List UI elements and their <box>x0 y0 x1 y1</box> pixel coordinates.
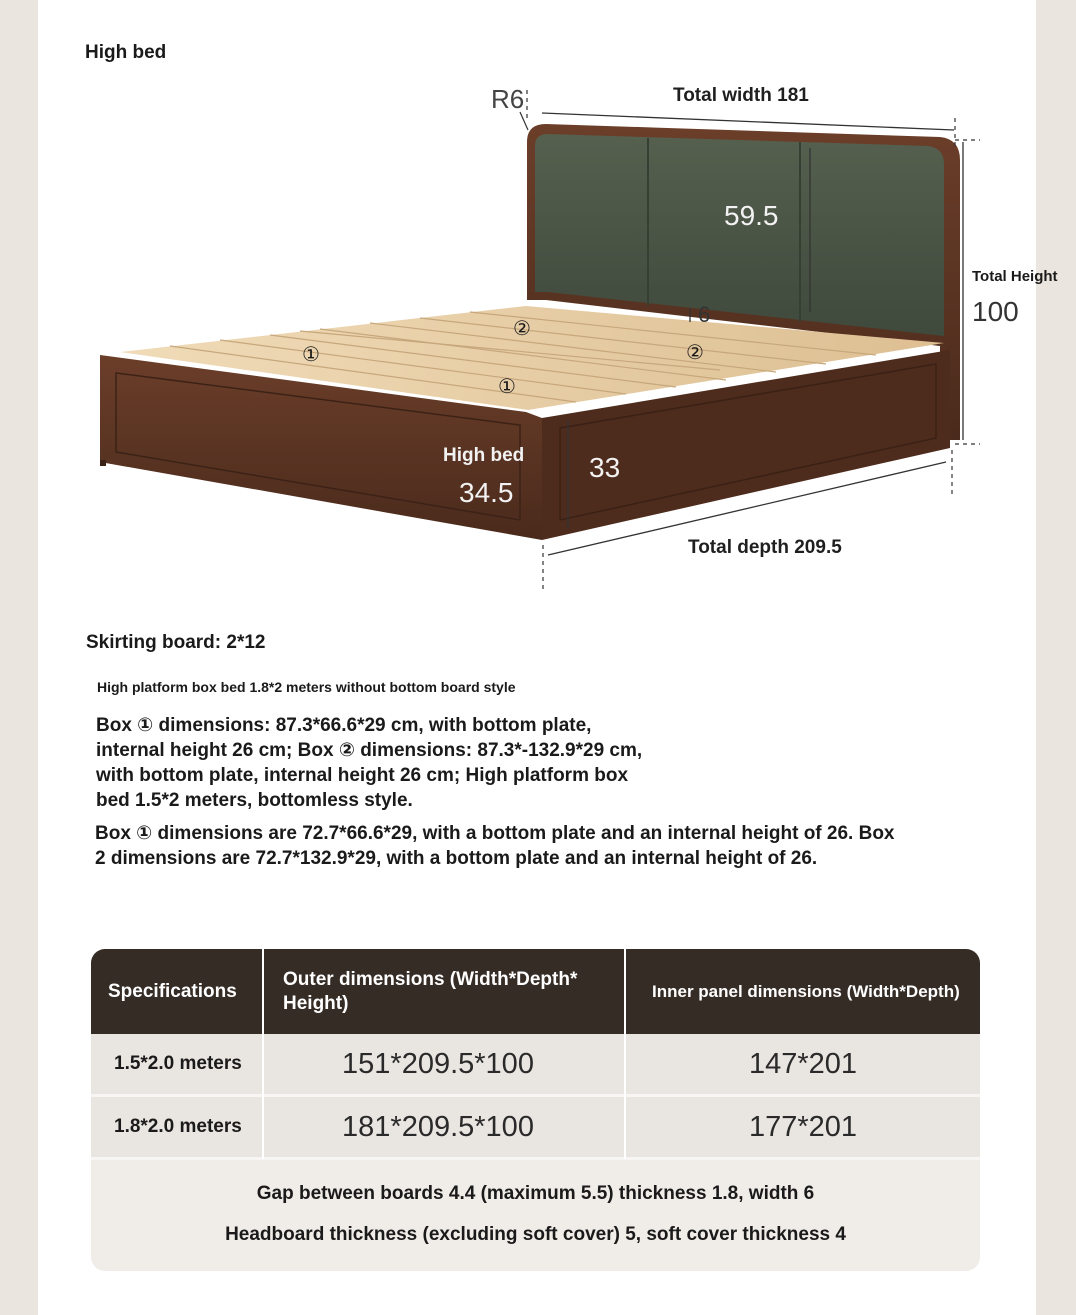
total-width-label: Total width 181 <box>673 85 809 106</box>
spec-table <box>91 949 980 1271</box>
frame-height-label: 33 <box>589 452 621 483</box>
column-divider <box>624 949 626 1159</box>
total-depth-label: Total depth 209.5 <box>688 537 842 558</box>
row-inner: 177*201 <box>748 1110 858 1143</box>
row-spec: 1.5*2.0 meters <box>114 1053 242 1074</box>
high-bed-label: High bed <box>443 445 525 466</box>
box-label-3: ② <box>686 342 704 364</box>
header-inner-dimensions: Inner panel dimensions (Width*Depth) <box>652 981 960 1001</box>
header-outer-dimensions: Outer dimensions (Width*Depth* Height) <box>283 968 578 1014</box>
table-row <box>91 1097 980 1157</box>
total-height-value: 100 <box>972 296 1019 327</box>
headboard-thickness-note: Headboard thickness (excluding soft cover) 5, soft cover thickness 4 <box>225 1224 846 1245</box>
column-divider <box>262 949 264 1159</box>
gap-label: 6 <box>698 302 711 327</box>
box-dimensions-paragraph-2: Box ① dimensions are 72.7*66.6*29, with a bottom plate and an internal height of 26. Box 2 dimensions are 72.7*132.9*29, with a bottom plate and an internal height of 26. <box>95 823 895 869</box>
high-bed-value: 34.5 <box>459 477 514 508</box>
row-outer: 181*209.5*100 <box>342 1110 534 1143</box>
table-header <box>91 949 980 1034</box>
radius-label: R6 <box>491 84 525 114</box>
box-label-1: ① <box>302 344 320 366</box>
box-label-2: ② <box>513 318 531 340</box>
row-outer: 151*209.5*100 <box>342 1047 534 1080</box>
total-height-label: Total Height <box>972 268 1058 285</box>
row-divider <box>91 1157 980 1160</box>
box-dimensions-paragraph-1: Box ① dimensions: 87.3*66.6*29 cm, with bottom plate, internal height 26 cm; Box ② dimensions: 87.3*-132.9*29 cm, with bottom plate, internal height 26 cm; High platform box bed 1.5*2 meters, bottomless style. <box>96 715 643 811</box>
skirting-board-note: Skirting board: 2*12 <box>86 632 266 653</box>
row-inner: 147*201 <box>748 1047 858 1080</box>
row-spec: 1.8*2.0 meters <box>114 1116 242 1137</box>
headboard-height-label: 59.5 <box>724 200 779 231</box>
style-note: High platform box bed 1.8*2 meters without bottom board style <box>97 679 516 695</box>
diagram-title: High bed <box>85 42 167 63</box>
table-row <box>91 1034 980 1094</box>
header-specifications: Specifications <box>108 980 237 1002</box>
board-gap-note: Gap between boards 4.4 (maximum 5.5) thickness 1.8, width 6 <box>256 1183 815 1204</box>
bed-illustration <box>0 0 1076 600</box>
box-label-4: ① <box>498 376 516 398</box>
